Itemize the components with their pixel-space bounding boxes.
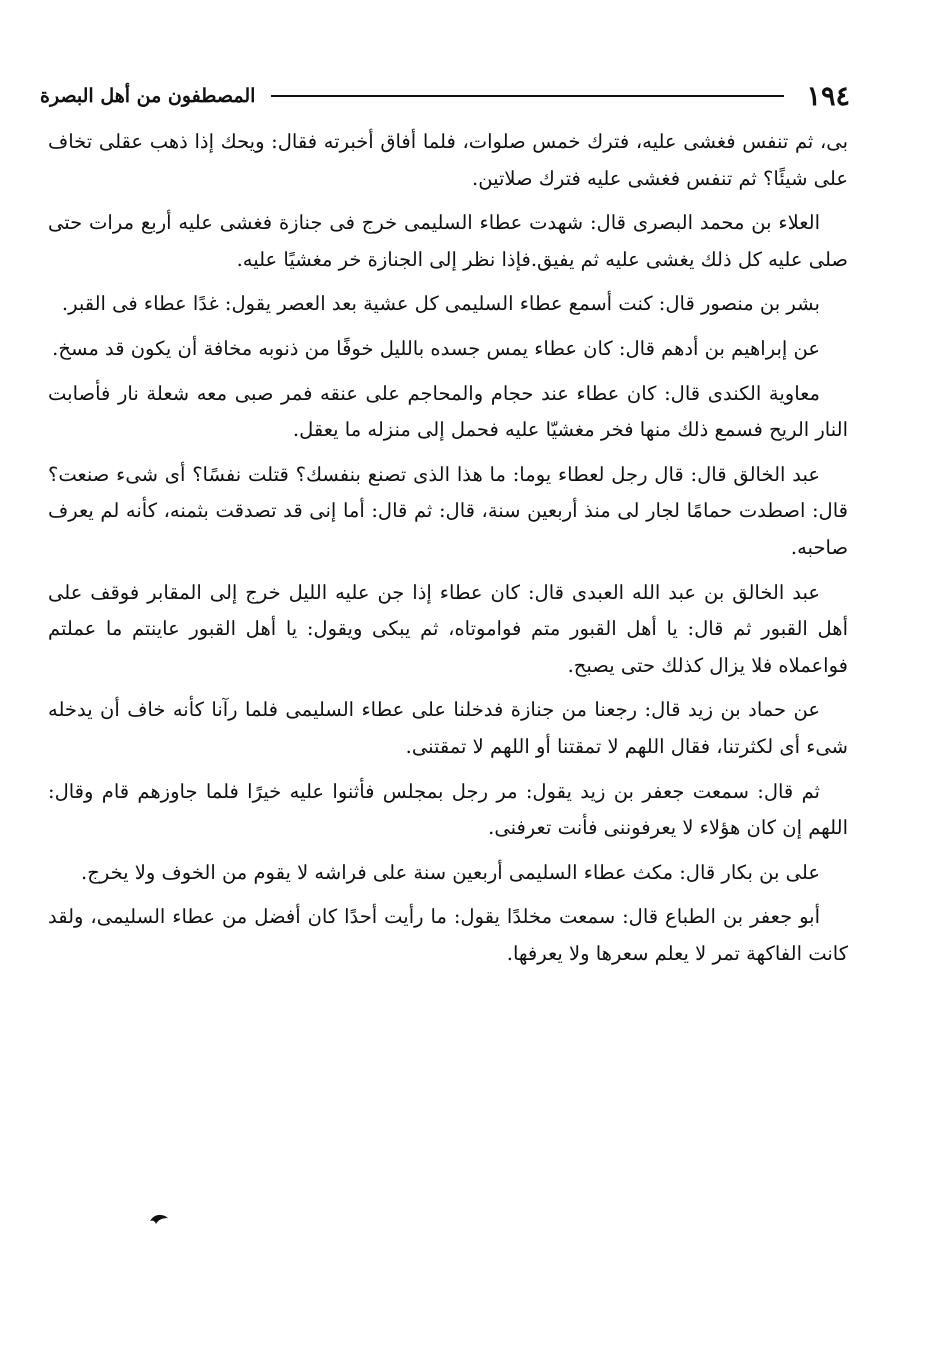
paragraph: عن إبراهيم بن أدهم قال: كان عطاء يمس جسده بالليل خوفًا من ذنوبه مخافة أن يكون قد مسخ. [52, 336, 820, 360]
paragraph: أبو جعفر بن الطباع قال: سمعت مخلدًا يقول: ما رأيت أحدًا كان أفضل من عطاء السليمى، ولقد كانت الفاكهة تمر لا يعلم سعرها ولا يعرفها. [48, 905, 848, 965]
paragraph: عبد الخالق قال: قال رجل لعطاء يوما: ما هذا الذى تصنع بنفسك؟ قتلت نفسًا؟ أى شىء صنعت؟ قال: اصطدت حمامًا لجار لى منذ أربعين سنة، قال: ثم قال: أما إنى قد تصدقت بثمنه، كأنه لم يعرف صاحبه. [48, 462, 848, 559]
page-header [40, 80, 850, 112]
paragraph: بى، ثم تنفس فغشى عليه، فترك خمس صلوات، فلما أفاق أخبرته فقال: ويحك إذا ذهب عقلى تخاف على شيئًا؟ ثم تنفس فغشى عليه فترك صلاتين. [48, 130, 848, 190]
paragraph: معاوية الكندى قال: كان عطاء عند حجام والمحاجم على عنقه فمر صبى معه شعلة نار فأصابت النار الريح فسمع ذلك منها فخر مغشيّا عليه فحمل إلى منزله ما يعقل. [48, 381, 848, 442]
paragraph: بشر بن منصور قال: كنت أسمع عطاء السليمى كل عشية بعد العصر يقول: غدًا عطاء فى القبر. [61, 292, 820, 316]
page-number: ١٩٤ [806, 80, 850, 112]
paragraph: عبد الخالق بن عبد الله العبدى قال: كان عطاء إذا جن عليه الليل خرج إلى المقابر فوقف على أهل القبور ثم قال: يا أهل القبور متم فواموتاه، ثم يبكى ويقول: يا أهل القبور عاينتم ما عملتم فواعملاه فلا يزال كذلك حتى يصبح. [48, 580, 848, 677]
header-rule [271, 95, 784, 97]
paragraph: ثم قال: سمعت جعفر بن زيد يقول: مر رجل بمجلس فأثنوا عليه خيرًا فلما جاوزهم قام وقال: اللهم إن كان هؤلاء لا يعرفوننى فأنت تعرفنى. [48, 779, 848, 840]
paragraph: على بن بكار قال: مكث عطاء السليمى أربعين سنة على فراشه لا يقوم من الخوف ولا يخرج. [81, 860, 820, 884]
leaf-ornament-icon [148, 1212, 170, 1226]
paragraph: العلاء بن محمد البصرى قال: شهدت عطاء السليمى خرج فى جنازة فغشى عليه أربع مرات حتى صلى عليه كل ذلك يغشى عليه ثم يفيق.فإذا نظر إلى الجنازة خر مغشيًا عليه. [48, 211, 848, 271]
paragraph: عن حماد بن زيد قال: رجعنا من جنازة فدخلنا على عطاء السليمى فلما رآنا كأنه خاف أن يدخله شىء أى لكثرتنا، فقال اللهم لا تمقتنا أو اللهم لا تمقتنى. [48, 698, 848, 758]
body-text [48, 124, 848, 980]
running-title: المصطفون من أهل البصرة [40, 85, 256, 107]
